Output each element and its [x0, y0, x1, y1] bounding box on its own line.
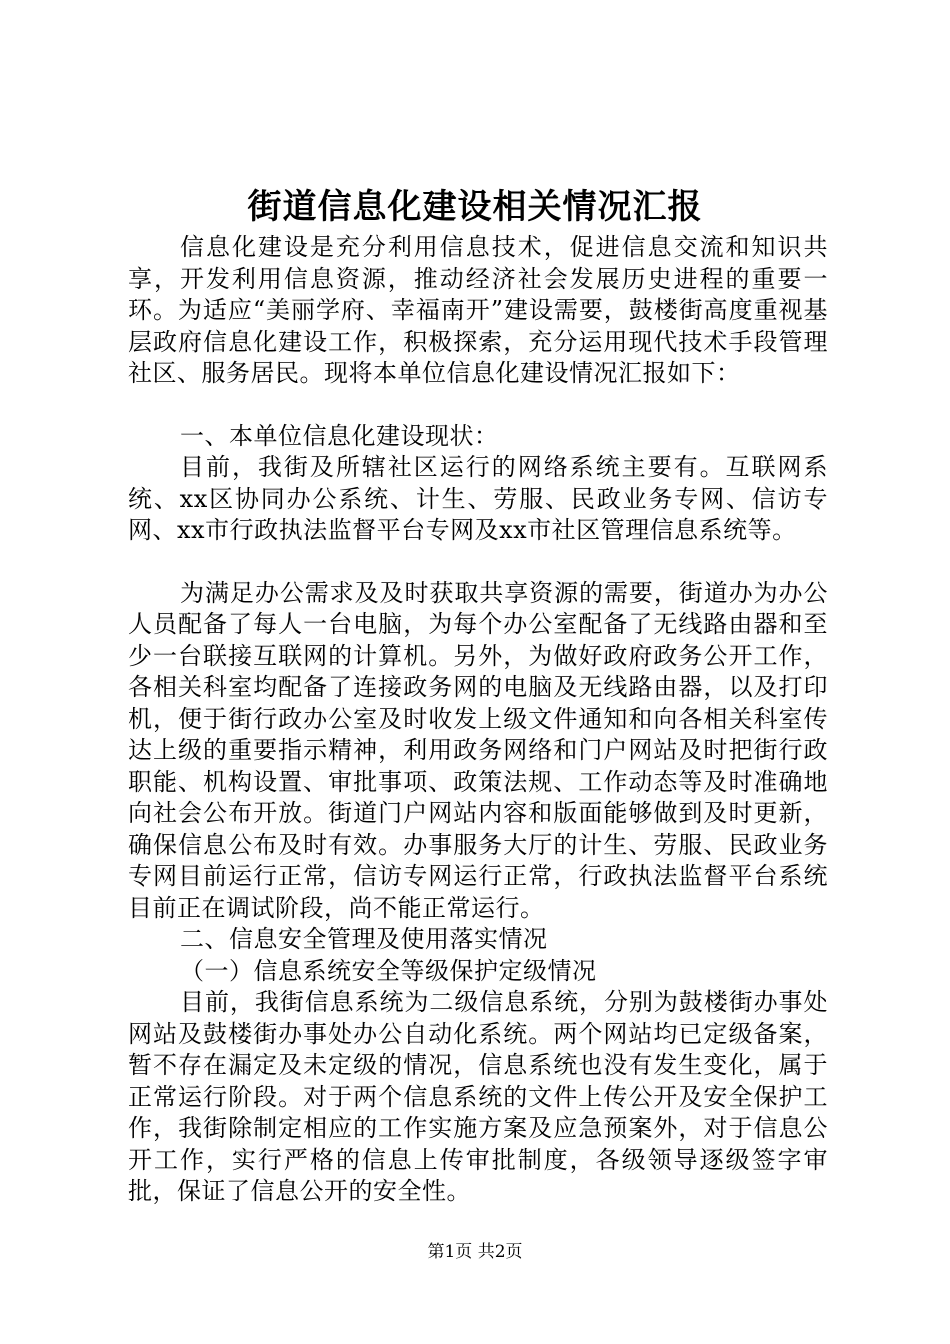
heading-subsection-1: （一）信息系统安全等级保护定级情况 [180, 956, 597, 985]
document-title: 街道信息化建设相关情况汇报 [247, 187, 703, 227]
document-body [128, 232, 828, 1208]
paragraph-network-systems: 目前，我街及所辖社区运行的网络系统主要有。互联网系统、xx区协同办公系统、计生、劳服、民政业务专网、信访专网、xx市行政执法监督平台专网及xx市社区管理信息系统等。 [128, 453, 828, 544]
paragraph-equipment: 为满足办公需求及及时获取共享资源的需要，街道办为办公人员配备了每人一台电脑，为每个办公室配备了无线路由器和至少一台联接互联网的计算机。另外，为做好政府政务公开工作，各相关科室均配备了连接政务网的电脑及无线路由器，以及打印机，便于街行政办公室及时收发上级文件通知和向各相关科室传达上级的重要指示精神，利用政务网络和门户网站及时把街行政职能、机构设置、审批事项、政策法规、工作动态等及时准确地向社会公布开放。街道门户网站内容和版面能够做到及时更新，确保信息公布及时有效。办事服务大厅的计生、劳服、民政业务专网目前运行正常，信访专网运行正常，行政执法监督平台系统目前正在调试阶段，尚不能正常运行。 [128, 578, 828, 922]
heading-section-2: 二、信息安全管理及使用落实情况 [180, 925, 548, 953]
heading-section-1: 一、本单位信息化建设现状： [180, 421, 499, 450]
paragraph-security-level: 目前，我街信息系统为二级信息系统，分别为鼓楼街办事处网站及鼓楼街办事处办公自动化系统。两个网站均已定级备案，暂不存在漏定及未定级的情况，信息系统也没有发生变化，属于正常运行阶段。对于两个信息系统的文件上传公开及安全保护工作，我街除制定相应的工作实施方案及应急预案外，对于信息公开工作，实行严格的信息上传审批制度，各级领导逐级签字审批，保证了信息公开的安全性。 [128, 988, 828, 1205]
page-footer: 第1页 共2页 [427, 1242, 523, 1262]
paragraph-intro: 信息化建设是充分利用信息技术，促进信息交流和知识共享，开发利用信息资源，推动经济社会发展历史进程的重要一环。为适应“美丽学府、幸福南开”建设需要，鼓楼街高度重视基层政府信息化建设工作，积极探索，充分运用现代技术手段管理社区、服务居民。现将本单位信息化建设情况汇报如下： [128, 233, 828, 387]
